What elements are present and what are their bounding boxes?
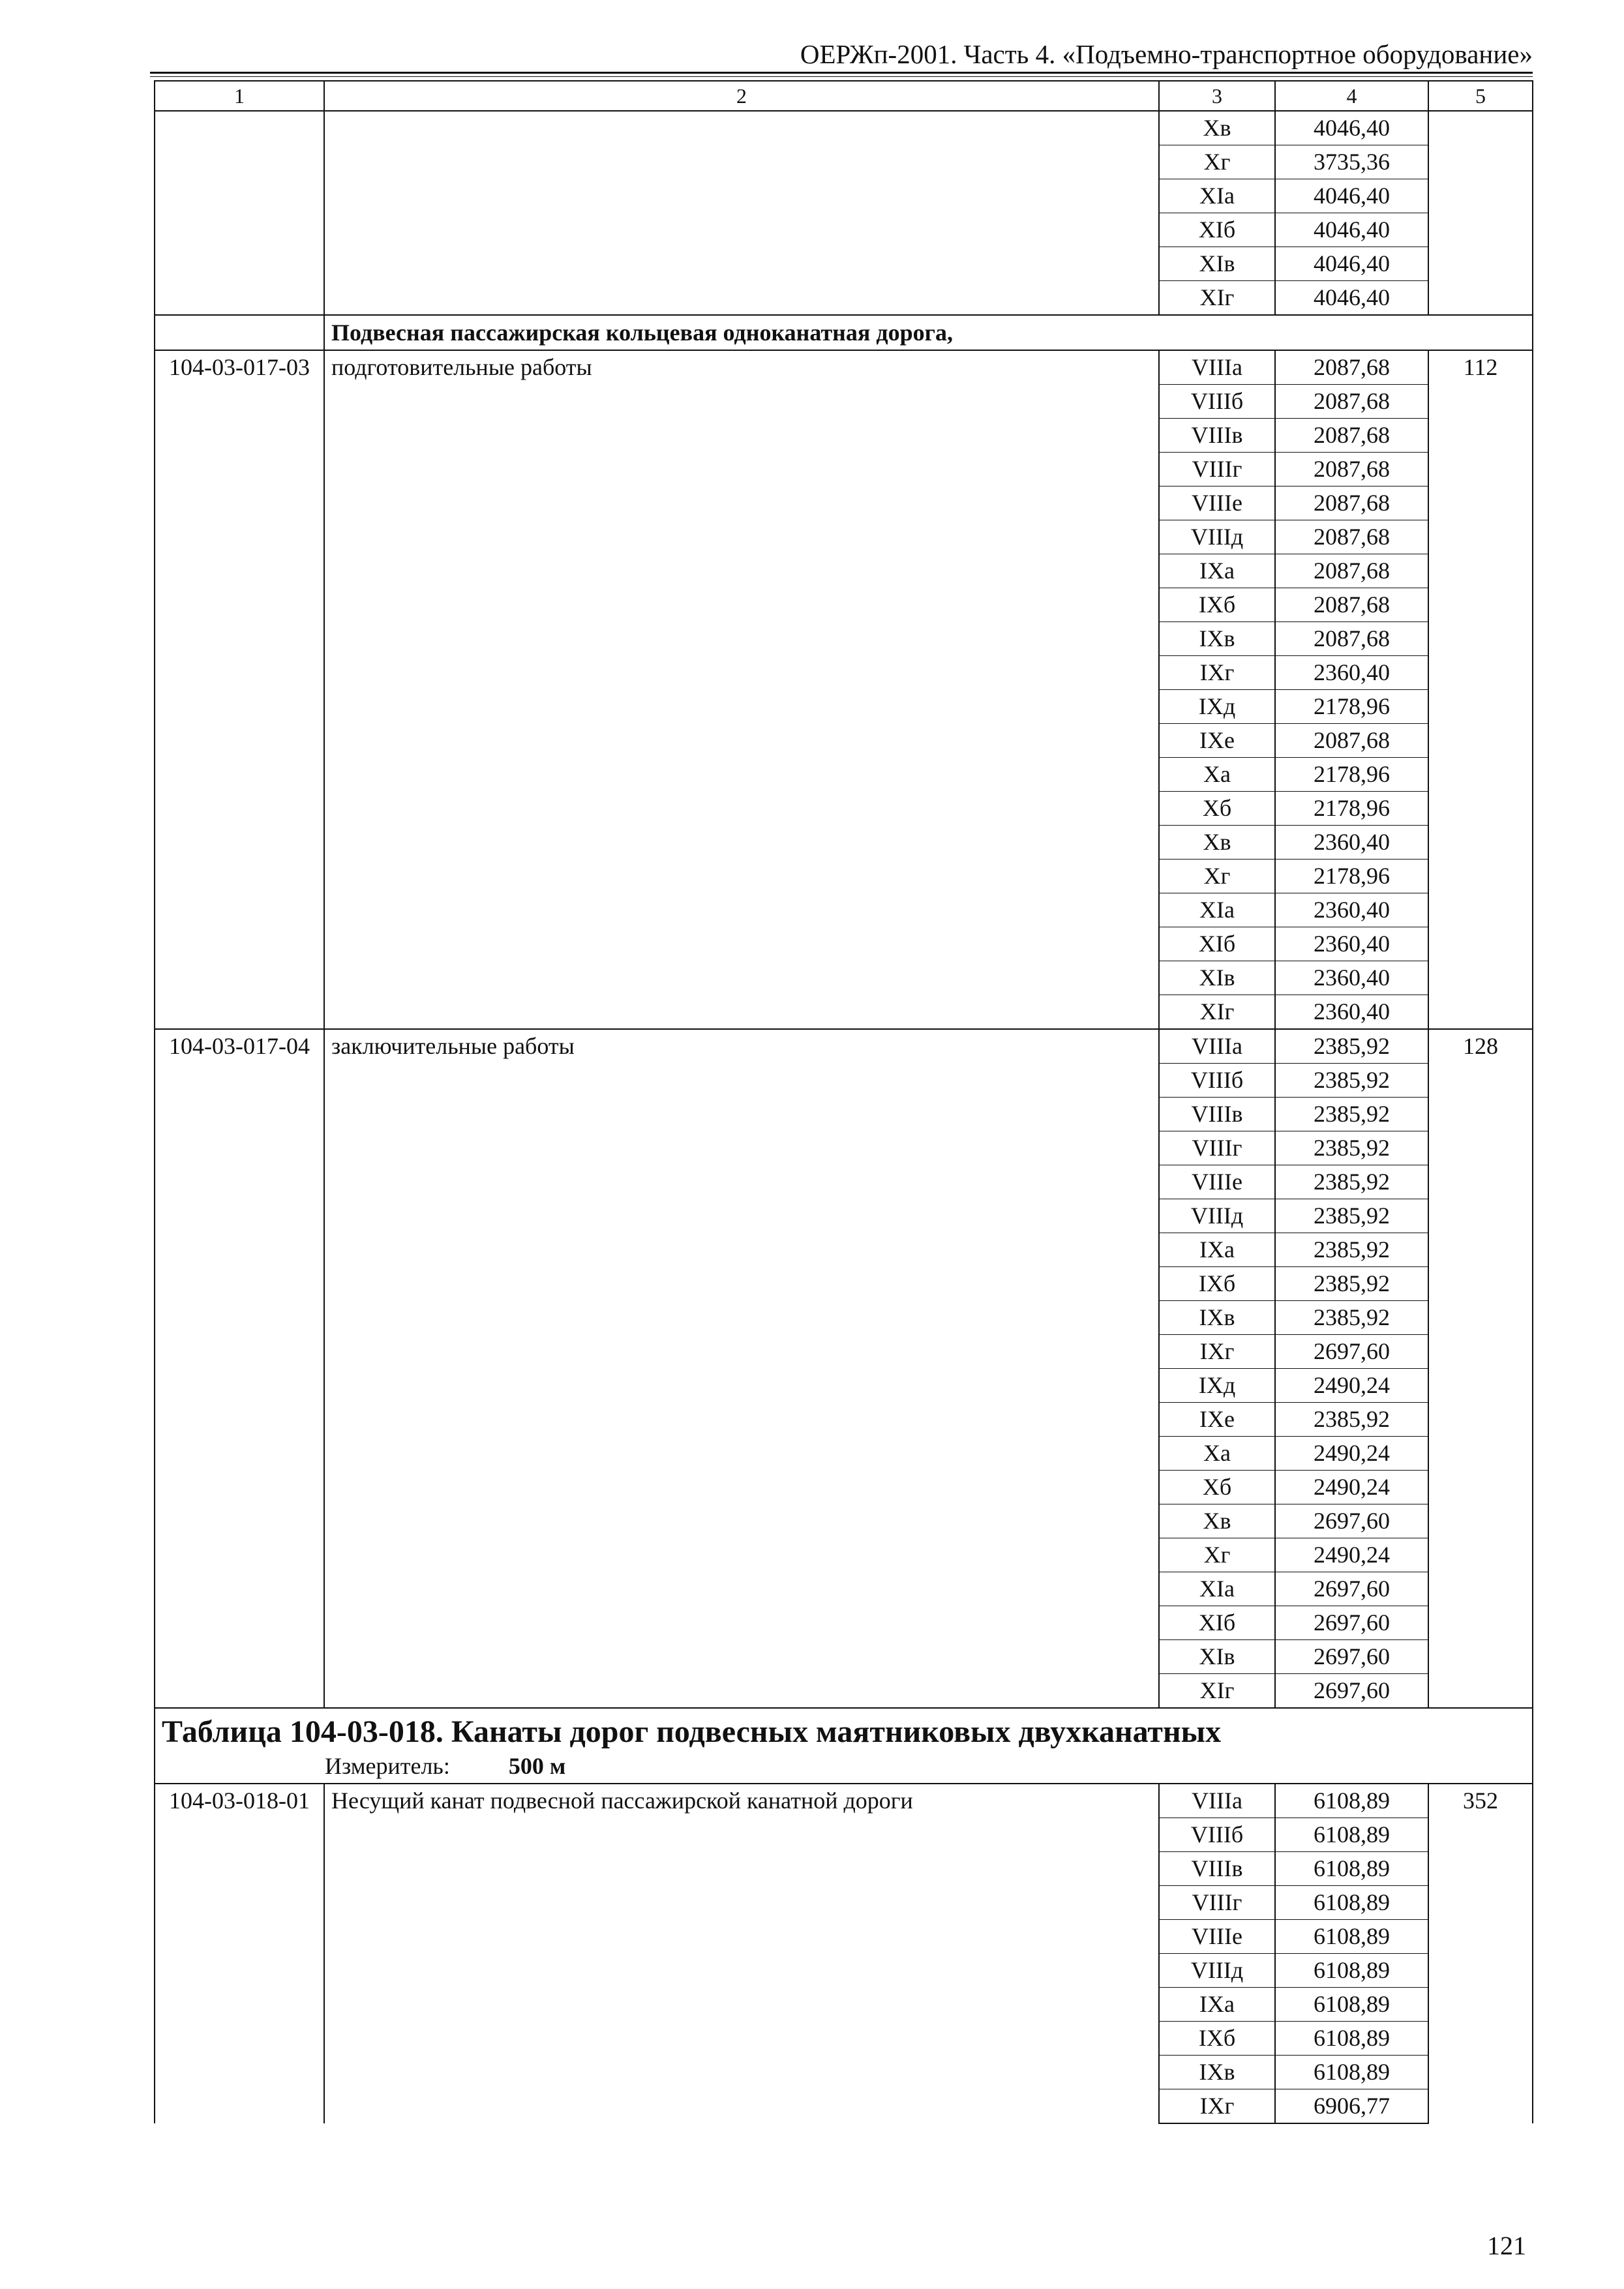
rate-value: 2697,60 [1275, 1504, 1428, 1538]
rate-value: 2385,92 [1275, 1165, 1428, 1199]
region-zone: ХIв [1159, 961, 1275, 995]
column-5-value: 352 [1428, 1784, 1533, 2123]
region-zone: IХа [1159, 554, 1275, 588]
rate-value: 2178,96 [1275, 690, 1428, 724]
price-table-body [155, 81, 1533, 2123]
rate-value: 2178,96 [1275, 758, 1428, 792]
rate-code: 104-03-018-01 [155, 1784, 324, 2123]
region-zone: VIIIг [1159, 1886, 1275, 1920]
region-zone: Хв [1159, 826, 1275, 860]
column-number: 4 [1275, 81, 1428, 111]
region-zone: VIIIе [1159, 1165, 1275, 1199]
table-title-row [155, 1708, 1533, 1784]
column-number: 1 [155, 81, 324, 111]
region-zone: ХIг [1159, 1674, 1275, 1709]
rate-value: 2490,24 [1275, 1369, 1428, 1403]
group-heading-row [155, 315, 1533, 350]
rate-value: 6108,89 [1275, 1988, 1428, 2022]
rate-value: 2697,60 [1275, 1640, 1428, 1674]
region-zone: VIIIб [1159, 385, 1275, 419]
region-zone: VIIIг [1159, 453, 1275, 486]
region-zone: ХIб [1159, 213, 1275, 247]
region-zone: ХIа [1159, 1572, 1275, 1606]
table-row [155, 1784, 1533, 1818]
rate-value: 2087,68 [1275, 724, 1428, 758]
measure-label: Измеритель: [325, 1753, 450, 1779]
rate-value: 2385,92 [1275, 1301, 1428, 1335]
region-zone: IХа [1159, 1988, 1275, 2022]
work-name [324, 111, 1159, 315]
region-zone: VIIIд [1159, 520, 1275, 554]
region-zone: IХа [1159, 1233, 1275, 1267]
region-zone: ХIб [1159, 927, 1275, 961]
region-zone: IХд [1159, 1369, 1275, 1403]
rate-value: 6108,89 [1275, 2056, 1428, 2089]
price-table [154, 80, 1533, 2124]
table-title: Таблица 104-03-018. Канаты дорог подвесных маятниковых двухканатных [162, 1714, 1222, 1749]
table-title-cell [155, 1708, 1533, 1784]
rate-value: 2087,68 [1275, 622, 1428, 656]
region-zone: IХг [1159, 1335, 1275, 1369]
rate-value: 6108,89 [1275, 1920, 1428, 1954]
rate-value: 2087,68 [1275, 419, 1428, 453]
region-zone: Хб [1159, 792, 1275, 826]
region-zone: IХв [1159, 622, 1275, 656]
rate-value: 3735,36 [1275, 145, 1428, 179]
rate-value: 2087,68 [1275, 588, 1428, 622]
region-zone: Хв [1159, 111, 1275, 145]
running-title: ОЕРЖп-2001. Часть 4. «Подъемно-транспортное оборудование» [800, 39, 1533, 69]
rate-value: 2490,24 [1275, 1471, 1428, 1504]
rate-code [155, 111, 324, 315]
rate-value: 2087,68 [1275, 554, 1428, 588]
measure-value: 500 м [508, 1753, 566, 1779]
region-zone: ХIг [1159, 281, 1275, 316]
rate-value: 6108,89 [1275, 1784, 1428, 1818]
region-zone: VIIIе [1159, 1920, 1275, 1954]
region-zone: VIIIе [1159, 486, 1275, 520]
column-5-value: 112 [1428, 350, 1533, 1029]
rate-value: 2087,68 [1275, 486, 1428, 520]
region-zone: IХе [1159, 1403, 1275, 1437]
column-number: 5 [1428, 81, 1533, 111]
table-row [155, 1029, 1533, 1064]
column-number: 3 [1159, 81, 1275, 111]
rate-value: 2385,92 [1275, 1403, 1428, 1437]
region-zone: IХб [1159, 2022, 1275, 2056]
rate-value: 2385,92 [1275, 1267, 1428, 1301]
region-zone: Хг [1159, 145, 1275, 179]
rate-value: 6108,89 [1275, 1954, 1428, 1988]
table-row [155, 350, 1533, 385]
group-heading-spacer [155, 315, 324, 350]
work-name: подготовительные работы [324, 350, 1159, 1029]
header-rule-thin [150, 76, 1533, 77]
rate-value: 4046,40 [1275, 247, 1428, 281]
group-heading: Подвесная пассажирская кольцевая одноканатная дорога, [324, 315, 1533, 350]
region-zone: VIIIд [1159, 1199, 1275, 1233]
region-zone: Хг [1159, 860, 1275, 893]
region-zone: Хв [1159, 1504, 1275, 1538]
page-number: 121 [1487, 2231, 1526, 2260]
rate-value: 2385,92 [1275, 1199, 1428, 1233]
rate-value: 2385,92 [1275, 1233, 1428, 1267]
region-zone: Ха [1159, 1437, 1275, 1471]
region-zone: ХIг [1159, 995, 1275, 1030]
column-number-row [155, 81, 1533, 111]
rate-value: 2490,24 [1275, 1538, 1428, 1572]
column-5-value: 128 [1428, 1029, 1533, 1708]
region-zone: IХв [1159, 1301, 1275, 1335]
rate-value: 2385,92 [1275, 1098, 1428, 1131]
region-zone: ХIв [1159, 247, 1275, 281]
rate-value: 6108,89 [1275, 2022, 1428, 2056]
region-zone: IХг [1159, 656, 1275, 690]
measure-line [162, 1752, 1526, 1780]
region-zone: Ха [1159, 758, 1275, 792]
rate-value: 2385,92 [1275, 1029, 1428, 1064]
rate-code: 104-03-017-04 [155, 1029, 324, 1708]
rate-value: 2087,68 [1275, 385, 1428, 419]
region-zone: ХIб [1159, 1606, 1275, 1640]
region-zone: ХIа [1159, 893, 1275, 927]
rate-value: 6108,89 [1275, 1852, 1428, 1886]
region-zone: VIIIа [1159, 1784, 1275, 1818]
region-zone: VIIIб [1159, 1818, 1275, 1852]
region-zone: VIIIд [1159, 1954, 1275, 1988]
rate-value: 2385,92 [1275, 1064, 1428, 1098]
region-zone: VIIIб [1159, 1064, 1275, 1098]
rate-value: 2087,68 [1275, 520, 1428, 554]
region-zone: IХб [1159, 588, 1275, 622]
rate-value: 2360,40 [1275, 656, 1428, 690]
region-zone: IХг [1159, 2089, 1275, 2124]
rate-value: 6906,77 [1275, 2089, 1428, 2124]
work-name: Несущий канат подвесной пассажирской канатной дороги [324, 1784, 1159, 2123]
region-zone: VIIIа [1159, 350, 1275, 385]
region-zone: ХIв [1159, 1640, 1275, 1674]
region-zone: IХв [1159, 2056, 1275, 2089]
region-zone: VIIIв [1159, 419, 1275, 453]
region-zone: Хб [1159, 1471, 1275, 1504]
column-number: 2 [324, 81, 1159, 111]
region-zone: VIIIг [1159, 1131, 1275, 1165]
rate-value: 6108,89 [1275, 1818, 1428, 1852]
rate-value: 2360,40 [1275, 826, 1428, 860]
rate-value: 2178,96 [1275, 792, 1428, 826]
region-zone: VIIIв [1159, 1098, 1275, 1131]
rate-value: 2087,68 [1275, 453, 1428, 486]
region-zone: ХIа [1159, 179, 1275, 213]
rate-value: 2697,60 [1275, 1572, 1428, 1606]
rate-value: 2385,92 [1275, 1131, 1428, 1165]
rate-value: 2697,60 [1275, 1335, 1428, 1369]
rate-value: 4046,40 [1275, 213, 1428, 247]
rate-value: 2087,68 [1275, 350, 1428, 385]
region-zone: Хг [1159, 1538, 1275, 1572]
region-zone: IХе [1159, 724, 1275, 758]
column-5-value [1428, 111, 1533, 315]
region-zone: IХд [1159, 690, 1275, 724]
rate-value: 2490,24 [1275, 1437, 1428, 1471]
rate-value: 2178,96 [1275, 860, 1428, 893]
rate-value: 2360,40 [1275, 927, 1428, 961]
header-rule-thick [150, 72, 1533, 74]
rate-value: 2697,60 [1275, 1674, 1428, 1709]
rate-value: 2360,40 [1275, 961, 1428, 995]
rate-value: 2697,60 [1275, 1606, 1428, 1640]
rate-code: 104-03-017-03 [155, 350, 324, 1029]
rate-value: 2360,40 [1275, 995, 1428, 1030]
rate-value: 6108,89 [1275, 1886, 1428, 1920]
rate-value: 4046,40 [1275, 111, 1428, 145]
region-zone: IХб [1159, 1267, 1275, 1301]
rate-value: 4046,40 [1275, 179, 1428, 213]
region-zone: VIIIв [1159, 1852, 1275, 1886]
rate-value: 4046,40 [1275, 281, 1428, 316]
table-row [155, 111, 1533, 145]
region-zone: VIIIа [1159, 1029, 1275, 1064]
rate-value: 2360,40 [1275, 893, 1428, 927]
work-name: заключительные работы [324, 1029, 1159, 1708]
